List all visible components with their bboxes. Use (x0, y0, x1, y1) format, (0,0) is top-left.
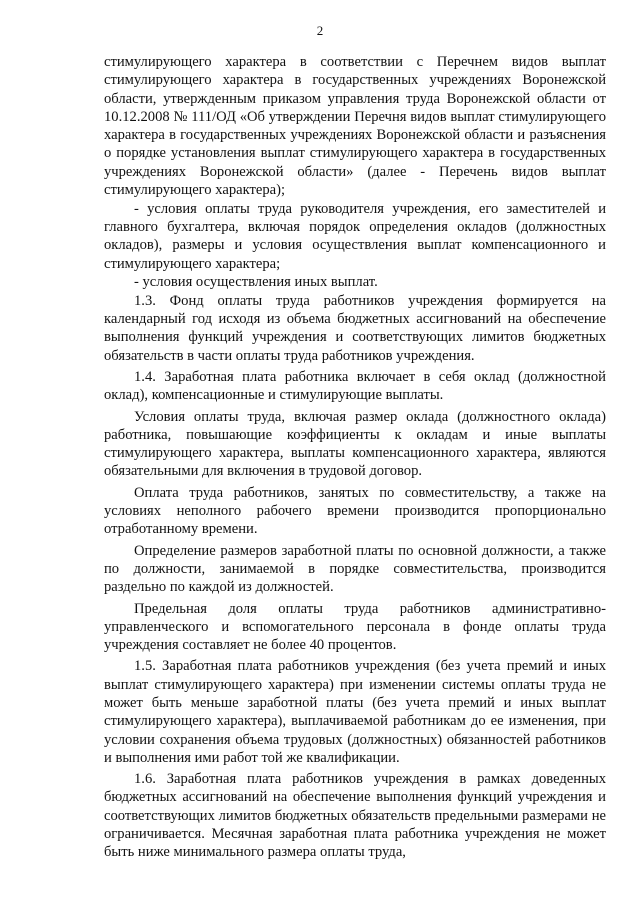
paragraph-continued-stimulus-list: стимулирующего характера в соответствии с Перечнем видов выплат стимулирующего характера в государственных учреждениях Воронежской области, утвержденным приказом управления труда Воронежской области от 10.12.2008 № 111/ОД «Об утверждении Перечня видов выплат стимулирующего характера в государственных учреждениях Воронежской области и разъяснения о порядке установления выплат стимулирующего характера в государственных учреждениях Воронежской области» (далее - Перечень видов выплат стимулирующего характера); (104, 54, 606, 199)
paragraph-pay-conditions: Условия оплаты труда, включая размер оклада (должностного оклада) работника, повышающие коэффициенты к окладам и иные выплаты стимулирующего характера, выплаты компенсационного характера, являются обязательными для включения в трудовой договор. (104, 408, 606, 480)
paragraph-director-pay-conditions: - условия оплаты труда руководителя учреждения, его заместителей и главного бухгалтера, включая порядок определения окладов (должностных окладов), размеры и условия осуществления выплат компенсационного и стимулирующего характера; (104, 200, 606, 272)
paragraph-1-6: 1.6. Заработная плата работников учреждения в рамках доведенных бюджетных ассигнований на обеспечение выполнения функций учреждения и соответствующих лимитов бюджетных обязательств предельными размерами не ограничивается. Месячная заработная плата работника учреждения не может быть ниже минимального размера оплаты труда, (104, 771, 606, 861)
paragraph-1-5: 1.5. Заработная плата работников учреждения (без учета премий и иных выплат стимулирующего характера) при изменении системы оплаты труда не может быть меньше заработной платы (без учета премий и иных выплат стимулирующего характера), выплачиваемой работникам до ее изменения, при условии сохранения объема трудовых (должностных) обязанностей работников и выполнения ими работ той же квалификации. (104, 658, 606, 766)
document-body (104, 53, 606, 862)
paragraph-admin-share: Предельная доля оплаты труда работников административно-управленческого и вспомогательного персонала в фонде оплаты труда учреждения составляет не более 40 процентов. (104, 600, 606, 654)
paragraph-1-3: 1.3. Фонд оплаты труда работников учреждения формируется на календарный год исходя из объема бюджетных ассигнований на обеспечение выполнения функций учреждения и соответствующих лимитов бюджетных обязательств в части оплаты труда работников учреждения. (104, 292, 606, 364)
paragraph-1-4: 1.4. Заработная плата работника включает в себя оклад (должностной оклад), компенсационные и стимулирующие выплаты. (104, 368, 606, 404)
paragraph-other-payments: - условия осуществления иных выплат. (134, 274, 378, 291)
page-number: 2 (316, 23, 324, 38)
paragraph-salary-determination: Определение размеров заработной платы по основной должности, а также по должности, занимаемой в порядке совместительства, производится раздельно по каждой из должностей. (104, 542, 606, 596)
paragraph-part-time: Оплата труда работников, занятых по совместительству, а также на условиях неполного рабочего времени производится пропорционально отработанному времени. (104, 484, 606, 538)
